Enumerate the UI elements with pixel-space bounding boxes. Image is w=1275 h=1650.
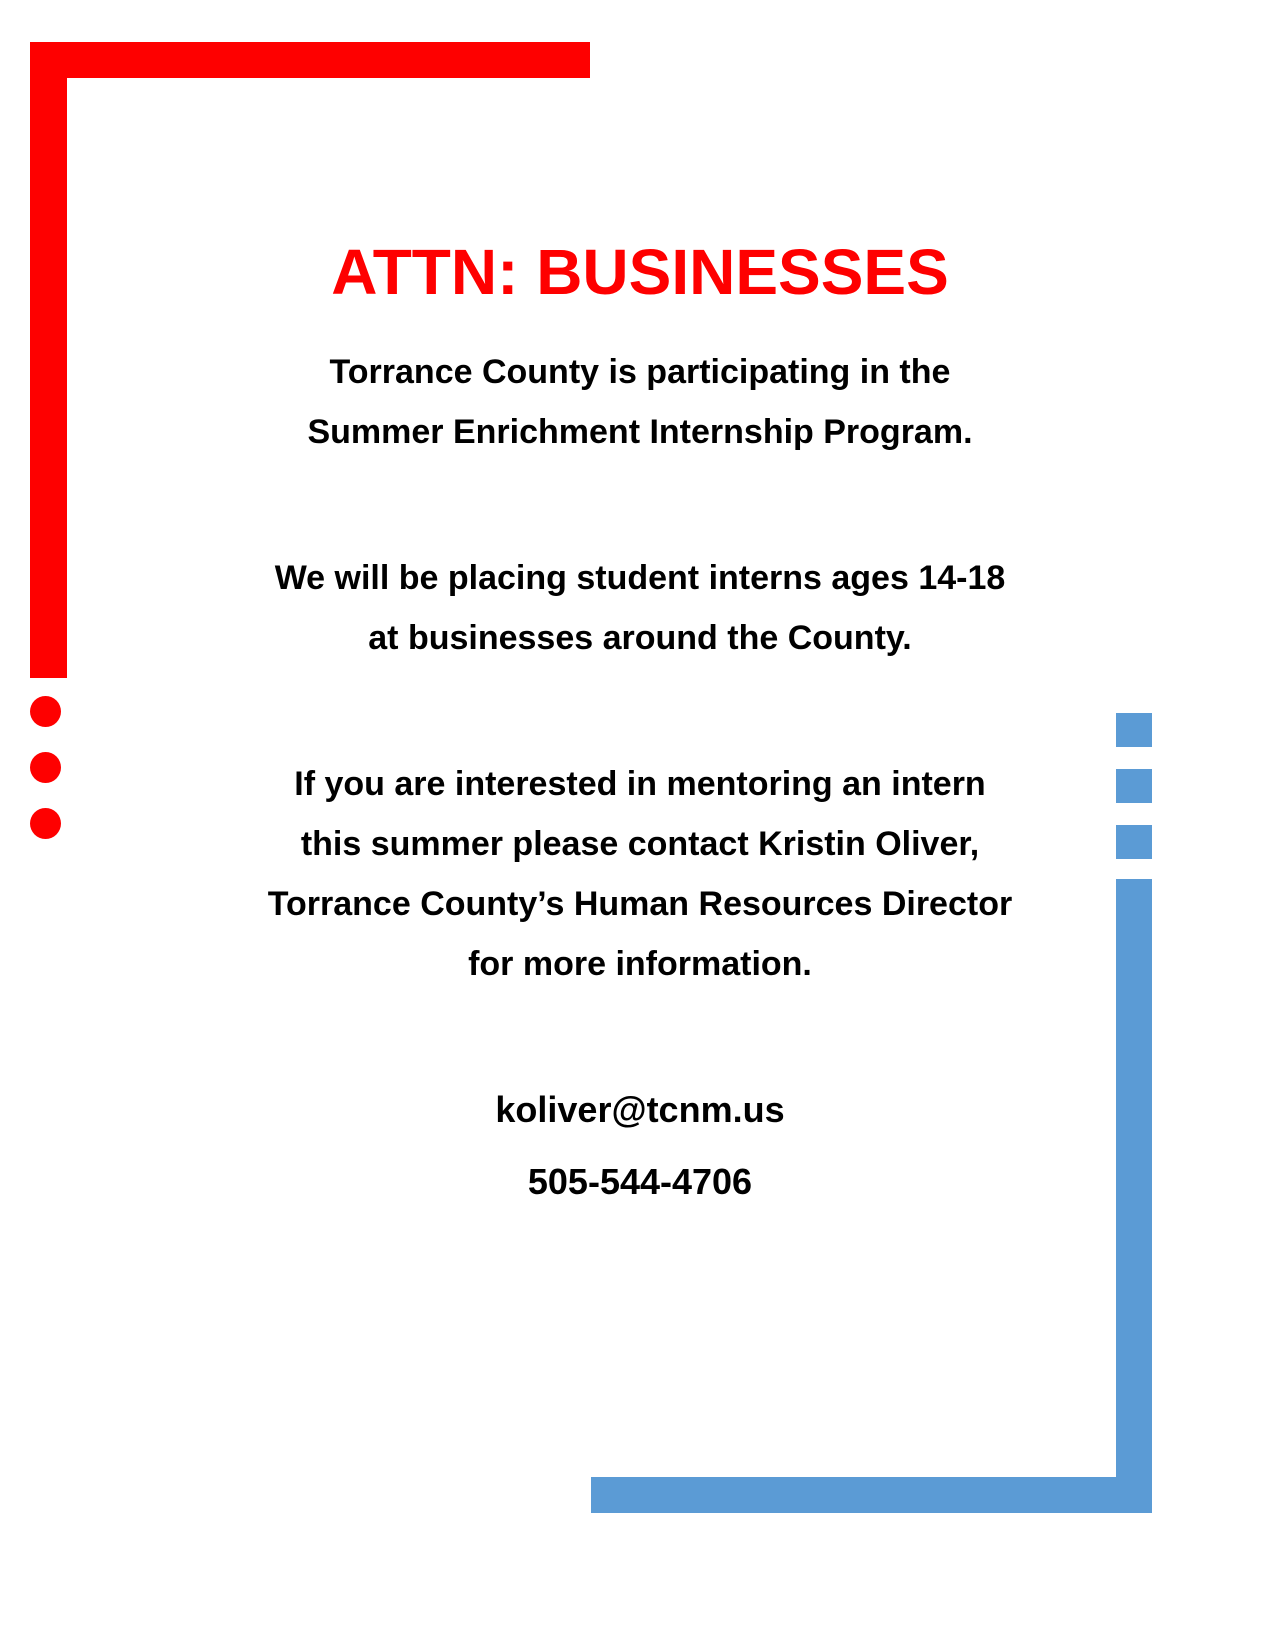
blue-square-1 — [1116, 713, 1152, 747]
paragraph-line: We will be placing student interns ages 14-18 — [274, 559, 1006, 597]
paragraph-line: If you are interested in mentoring an intern — [294, 765, 986, 803]
paragraph-line: Torrance County’s Human Resources Director — [267, 885, 1013, 923]
paragraph-interns — [140, 548, 1140, 668]
paragraph-line: at businesses around the County. — [368, 619, 912, 657]
red-dot-1 — [30, 696, 61, 727]
red-top-bar — [30, 42, 590, 78]
paragraph-line: Torrance County is participating in the — [329, 353, 951, 391]
paragraph-line: Summer Enrichment Internship Program. — [307, 413, 973, 451]
blue-bottom-bar — [591, 1477, 1152, 1513]
paragraph-contact-request — [140, 754, 1140, 994]
paragraph-line: this summer please contact Kristin Oliver, — [300, 825, 980, 863]
contact-phone: 505-544-4706 — [527, 1161, 753, 1202]
paragraph-program — [140, 342, 1140, 462]
red-left-bar — [30, 42, 67, 678]
red-dot-2 — [30, 752, 61, 783]
paragraph-line: for more information. — [468, 945, 812, 983]
red-dot-3 — [30, 808, 61, 839]
page-title: ATTN: BUSINESSES — [331, 236, 949, 308]
contact-email[interactable]: koliver@tcnm.us — [495, 1089, 785, 1130]
